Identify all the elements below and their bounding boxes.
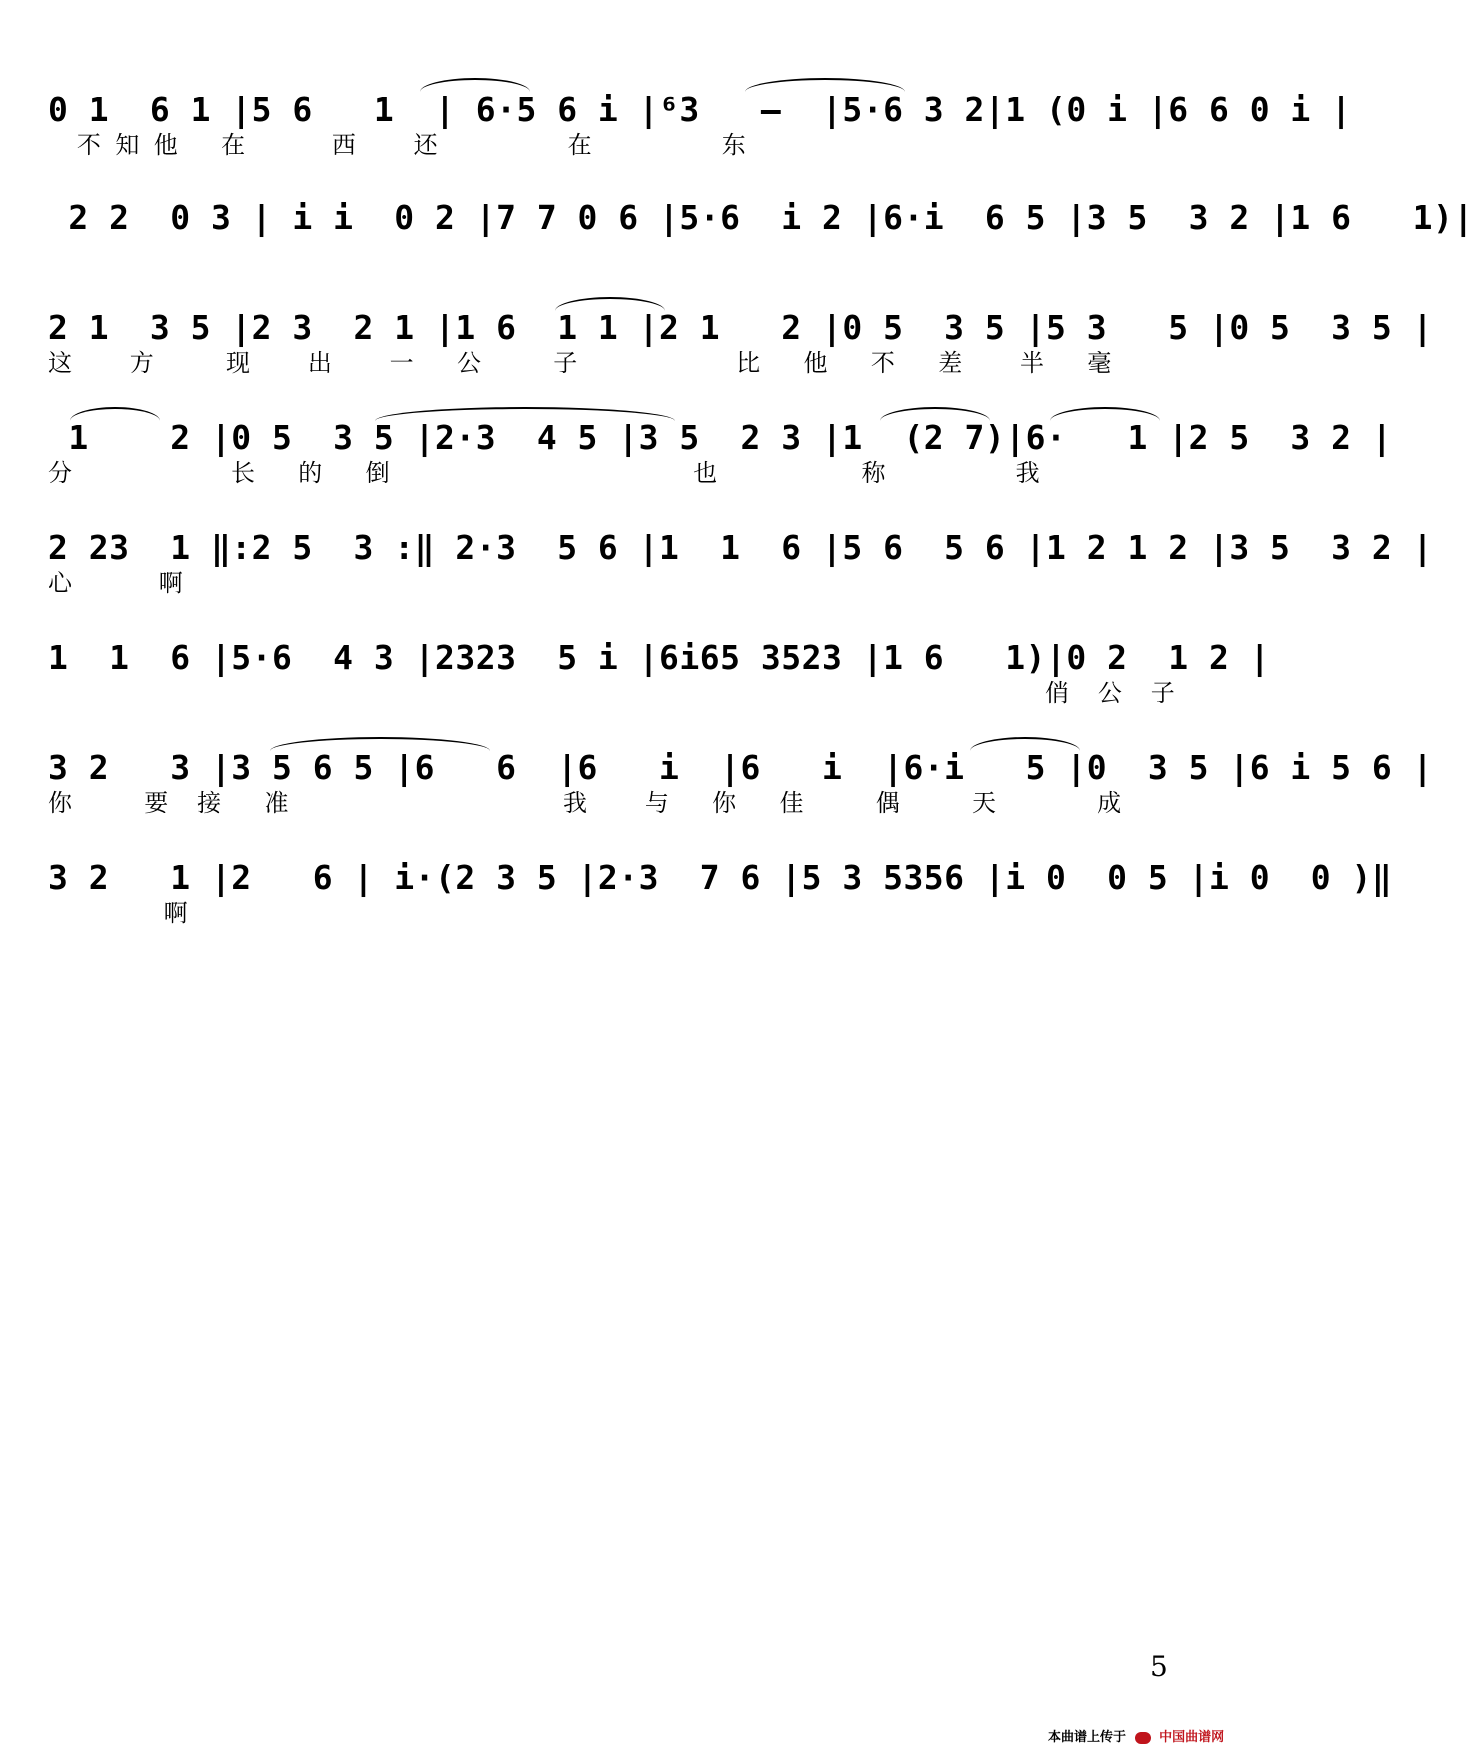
- notation-text: 2 23 1 ‖:2 5 3 :‖ 2·3 5 6 |1 1 6 |5 6 5 6 |1 2 1 2 |3 5 3 2 |: [48, 528, 1434, 567]
- lyrics-line-7: [48, 788, 1198, 818]
- slur-mark: [270, 737, 490, 751]
- notation-text: 3 2 3 |3 5 6 5 |6 6 |6 i |6 i |6·i 5 |0 3 5 |6 i 5 6 |: [48, 748, 1434, 787]
- notation-line-6: [48, 638, 1271, 678]
- notation-line-4: [48, 418, 1393, 458]
- notation-line-7: [48, 748, 1434, 788]
- slur-mark: [1050, 407, 1160, 421]
- slur-mark: [420, 78, 530, 92]
- notation-text: 1 2 |0 5 3 5 |2·3 4 5 |3 5 2 3 |1 (2 7)|6· 1 |2 5 3 2 |: [48, 418, 1393, 457]
- notation-text: 3 2 1 |2 6 | i·(2 3 5 |2·3 7 6 |5 3 5356 |i 0 0 5 |i 0 0 )‖: [48, 858, 1393, 897]
- notation-line-5: [48, 528, 1434, 568]
- lyrics-text: 你 要 接 准 我 与 你 佳 偶 天 成: [48, 789, 1122, 817]
- slur-mark: [70, 407, 160, 421]
- slur-mark: [880, 407, 990, 421]
- lyrics-line-8: [48, 898, 1198, 928]
- footer-watermark: [1048, 1726, 1224, 1745]
- slur-mark: [745, 78, 905, 92]
- notation-line-3: [48, 308, 1434, 348]
- notation-text: 2 2 0 3 | i i 0 2 |7 7 0 6 |5·6 i 2 |6·i 6 5 |3 5 3 2 |1 6 1)|: [48, 198, 1474, 237]
- lyrics-line-5: [48, 568, 1198, 598]
- footer-site-name: 中国曲谱网: [1159, 1730, 1225, 1745]
- lyrics-text: 这 方 现 出 一 公 子 比 他 不 差 半 毫: [48, 349, 1112, 377]
- site-logo-icon: [1135, 1732, 1151, 1744]
- notation-text: 1 1 6 |5·6 4 3 |2323 5 i |6i65 3523 |1 6 1)|0 2 1 2 |: [48, 638, 1271, 677]
- footer-prefix: 本曲谱上传于: [1048, 1730, 1127, 1745]
- lyrics-line-3: [48, 348, 1198, 378]
- lyrics-line-6: [48, 678, 1198, 708]
- notation-line-2: [48, 198, 1474, 238]
- lyrics-line-4: [48, 458, 1198, 488]
- lyrics-line-1: [48, 130, 1198, 160]
- lyrics-text: 俏 公 子: [48, 679, 1175, 707]
- slur-mark: [375, 407, 675, 421]
- lyrics-text: 啊: [48, 899, 188, 927]
- lyrics-text: 不 知 他 在 西 还 在 东: [48, 131, 746, 159]
- lyrics-text: 心 啊: [48, 569, 183, 597]
- notation-line-1: [48, 90, 1352, 130]
- slur-mark: [970, 737, 1080, 751]
- lyrics-text: 分 长 的 倒 也 称 我: [48, 459, 1040, 487]
- slur-mark: [555, 297, 665, 311]
- lyrics-line-2: [48, 238, 1198, 268]
- notation-line-8: [48, 858, 1393, 898]
- page-number: 5: [1150, 1650, 1168, 1683]
- notation-text: 0 1 6 1 |5 6 1 | 6·5 6 i |⁶3 – |5·6 3 2|1 (0 i |6 6 0 i |: [48, 90, 1352, 129]
- notation-text: 2 1 3 5 |2 3 2 1 |1 6 1 1 |2 1 2 |0 5 3 5 |5 3 5 |0 5 3 5 |: [48, 308, 1434, 347]
